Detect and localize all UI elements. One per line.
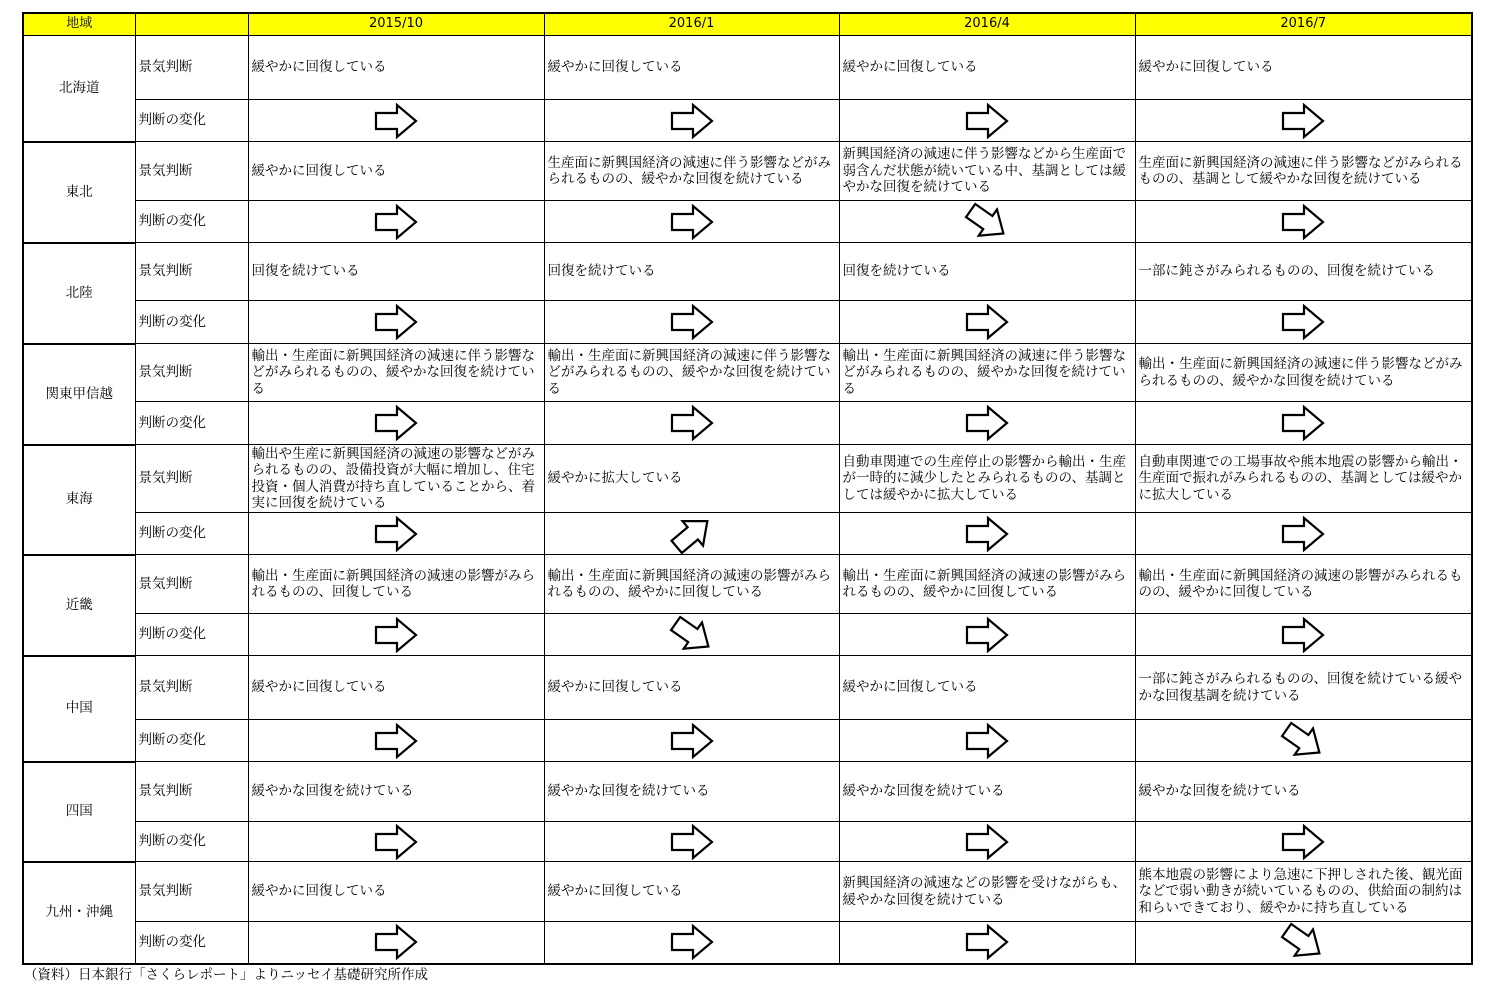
row-label-change: 判断の変化 [135,614,248,656]
judgment-cell: 緩やかな回復を続けている [544,762,839,822]
judgment-cell: 緩やかに回復している [544,656,839,720]
region-name: 中国 [23,656,135,762]
change-row [23,301,1472,344]
judgment-row [23,243,1472,301]
arrow-right-icon [373,103,419,139]
region-name: 北海道 [23,36,135,142]
change-cell [248,822,544,862]
source-footnote: （資料）日本銀行「さくらレポート」よりニッセイ基礎研究所作成 [24,967,429,983]
regional-economy-table [22,12,1473,965]
change-cell [1135,614,1472,656]
arrow-down-right-icon [662,614,720,656]
change-cell [839,614,1135,656]
change-cell [544,922,839,964]
change-cell [544,513,839,555]
region-name: 東北 [23,142,135,243]
arrow-right-icon [373,516,419,552]
arrow-right-icon [669,824,715,860]
judgment-cell: 緩やかな回復を続けている [1135,762,1472,822]
change-cell [248,614,544,656]
change-row [23,402,1472,445]
arrow-right-icon [373,824,419,860]
change-cell [839,201,1135,243]
change-cell [1135,301,1472,344]
arrow-down-right-icon [958,201,1016,243]
arrow-right-icon [373,405,419,441]
arrow-right-icon [964,405,1010,441]
change-row [23,720,1472,762]
judgment-cell: 緩やかに回復している [839,656,1135,720]
judgment-cell: 緩やかな回復を続けている [248,762,544,822]
row-label-change: 判断の変化 [135,922,248,964]
arrow-right-icon [669,405,715,441]
judgment-cell: 生産面に新興国経済の減速に伴う影響などがみられるものの、基調として緩やかな回復を続けている [1135,142,1472,201]
judgment-cell: 輸出や生産に新興国経済の減速の影響などがみられるものの、設備投資が大幅に増加し、住宅投資・個人消費が持ち直していることから、着実に回復を続けている [248,445,544,513]
judgment-cell: 自動車関連での生産停止の影響から輸出・生産が一時的に減少したとみられるものの、基調としては緩やかに拡大している [839,445,1135,513]
region-name: 関東甲信越 [23,344,135,445]
judgment-cell: 緩やかに回復している [1135,36,1472,100]
arrow-right-icon [373,924,419,960]
arrow-right-icon [1280,204,1326,240]
change-cell [248,100,544,142]
change-cell [839,513,1135,555]
region-name: 四国 [23,762,135,862]
judgment-cell: 新興国経済の減速に伴う影響などから生産面で弱含んだ状態が続いている中、基調としては緩やかな回復を続けている [839,142,1135,201]
arrow-down-right-icon [1274,922,1332,964]
change-cell [248,720,544,762]
judgment-row [23,142,1472,201]
change-cell [544,301,839,344]
region-name: 北陸 [23,243,135,344]
judgment-cell: 緩やかに回復している [248,142,544,201]
change-cell [248,301,544,344]
arrow-right-icon [373,304,419,340]
row-label-judgment: 景気判断 [135,243,248,301]
arrow-right-icon [964,924,1010,960]
judgment-cell: 熊本地震の影響により急速に下押しされた後、観光面などで弱い動きが続いているものの、供給面の制約は和らいできており、緩やかに持ち直している [1135,862,1472,922]
row-label-change: 判断の変化 [135,720,248,762]
judgment-row [23,36,1472,100]
judgment-cell: 輸出・生産面に新興国経済の減速の影響がみられるものの、緩やかに回復している [839,555,1135,614]
row-label-judgment: 景気判断 [135,762,248,822]
judgment-cell: 輸出・生産面に新興国経済の減速の影響がみられるものの、回復している [248,555,544,614]
judgment-cell: 緩やかに回復している [248,862,544,922]
judgment-cell: 輸出・生産面に新興国経済の減速に伴う影響などがみられるものの、緩やかな回復を続けている [1135,344,1472,402]
arrow-right-icon [1280,304,1326,340]
arrow-right-icon [669,103,715,139]
judgment-cell: 緩やかに回復している [839,36,1135,100]
change-cell [544,822,839,862]
arrow-right-icon [1280,405,1326,441]
judgment-cell: 緩やかに回復している [544,36,839,100]
arrow-right-icon [964,103,1010,139]
judgment-row [23,445,1472,513]
judgment-cell: 緩やかに拡大している [544,445,839,513]
row-label-change: 判断の変化 [135,822,248,862]
change-cell [248,201,544,243]
change-cell [1135,513,1472,555]
row-label-change: 判断の変化 [135,201,248,243]
change-cell [544,614,839,656]
change-cell [248,922,544,964]
judgment-cell: 輸出・生産面に新興国経済の減速に伴う影響などがみられるものの、緩やかな回復を続けている [248,344,544,402]
header-row [23,13,1472,36]
judgment-cell: 一部に鈍さがみられるものの、回復を続けている [1135,243,1472,301]
judgment-row [23,762,1472,822]
arrow-right-icon [964,304,1010,340]
header-region: 地域 [23,13,135,36]
header-blank [135,13,248,36]
change-cell [544,100,839,142]
change-row [23,100,1472,142]
arrow-right-icon [373,617,419,653]
change-row [23,614,1472,656]
region-name: 九州・沖縄 [23,862,135,964]
judgment-cell: 緩やかな回復を続けている [839,762,1135,822]
row-label-judgment: 景気判断 [135,344,248,402]
change-cell [1135,201,1472,243]
judgment-cell: 緩やかに回復している [248,36,544,100]
change-cell [1135,922,1472,964]
row-label-change: 判断の変化 [135,301,248,344]
row-label-change: 判断の変化 [135,402,248,445]
arrow-right-icon [669,304,715,340]
row-label-judgment: 景気判断 [135,445,248,513]
judgment-cell: 輸出・生産面に新興国経済の減速の影響がみられるものの、緩やかに回復している [1135,555,1472,614]
change-cell [839,922,1135,964]
change-cell [839,402,1135,445]
change-cell [1135,402,1472,445]
judgment-cell: 回復を続けている [544,243,839,301]
judgment-row [23,862,1472,922]
judgment-cell: 回復を続けている [839,243,1135,301]
judgment-cell: 一部に鈍さがみられるものの、回復を続けている緩やかな回復基調を続けている [1135,656,1472,720]
change-cell [544,402,839,445]
change-cell [544,720,839,762]
change-cell [839,301,1135,344]
change-cell [544,201,839,243]
region-name: 近畿 [23,555,135,656]
judgment-cell: 緩やかに回復している [248,656,544,720]
arrow-right-icon [1280,617,1326,653]
judgment-cell: 輸出・生産面に新興国経済の減速に伴う影響などがみられるものの、緩やかな回復を続けている [839,344,1135,402]
arrow-right-icon [669,204,715,240]
judgment-cell: 輸出・生産面に新興国経済の減速に伴う影響などがみられるものの、緩やかな回復を続けている [544,344,839,402]
header-period: 2016/1 [544,13,839,36]
region-name: 東海 [23,445,135,555]
row-label-judgment: 景気判断 [135,36,248,100]
change-cell [1135,822,1472,862]
change-cell [248,402,544,445]
arrow-right-icon [373,723,419,759]
arrow-right-icon [964,516,1010,552]
change-cell [839,822,1135,862]
change-row [23,201,1472,243]
row-label-judgment: 景気判断 [135,555,248,614]
change-cell [1135,720,1472,762]
arrow-right-icon [964,617,1010,653]
row-label-change: 判断の変化 [135,513,248,555]
arrow-right-icon [669,924,715,960]
judgment-cell: 緩やかに回復している [544,862,839,922]
arrow-right-icon [1280,824,1326,860]
row-label-judgment: 景気判断 [135,142,248,201]
judgment-cell: 生産面に新興国経済の減速に伴う影響などがみられるものの、緩やかな回復を続けている [544,142,839,201]
arrow-right-icon [669,723,715,759]
arrow-up-right-icon [662,513,720,555]
judgment-row [23,656,1472,720]
change-cell [839,720,1135,762]
change-cell [1135,100,1472,142]
header-period: 2016/4 [839,13,1135,36]
judgment-cell: 回復を続けている [248,243,544,301]
arrow-right-icon [964,723,1010,759]
change-cell [839,100,1135,142]
judgment-cell: 新興国経済の減速などの影響を受けながらも、緩やかな回復を続けている [839,862,1135,922]
header-period: 2015/10 [248,13,544,36]
change-row [23,513,1472,555]
judgment-row [23,555,1472,614]
judgment-row [23,344,1472,402]
change-cell [248,513,544,555]
judgment-cell: 輸出・生産面に新興国経済の減速の影響がみられるものの、緩やかに回復している [544,555,839,614]
judgment-cell: 自動車関連での工場事故や熊本地震の影響から輸出・生産面で振れがみられるものの、基調としては緩やかに拡大している [1135,445,1472,513]
row-label-change: 判断の変化 [135,100,248,142]
arrow-right-icon [964,824,1010,860]
arrow-right-icon [1280,103,1326,139]
header-period: 2016/7 [1135,13,1472,36]
arrow-down-right-icon [1274,720,1332,762]
row-label-judgment: 景気判断 [135,656,248,720]
change-row [23,922,1472,964]
change-row [23,822,1472,862]
row-label-judgment: 景気判断 [135,862,248,922]
arrow-right-icon [373,204,419,240]
arrow-right-icon [1280,516,1326,552]
